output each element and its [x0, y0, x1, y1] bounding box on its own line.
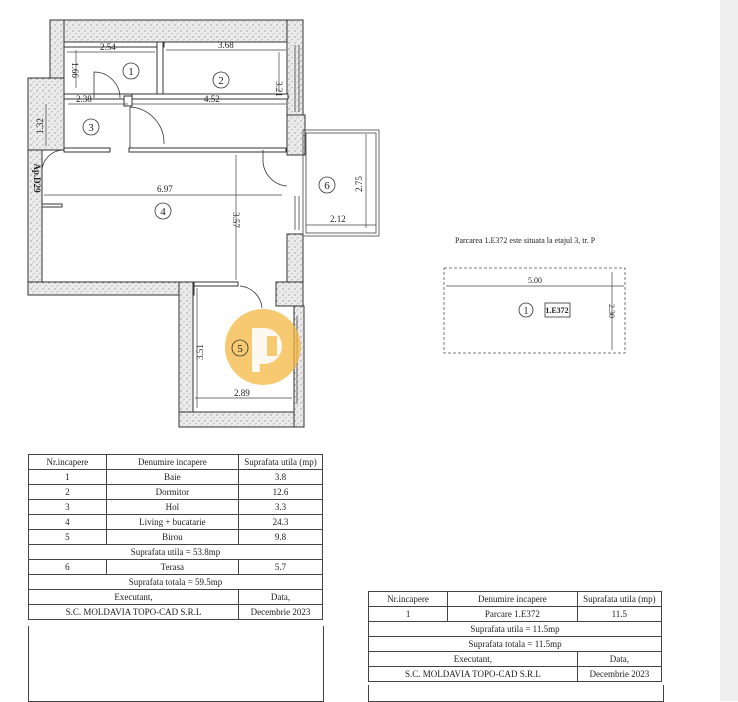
parking-caption: Parcarea 1.E372 este situata la etajul 3, tr. P — [455, 236, 596, 245]
date-label: Data, — [577, 652, 661, 667]
dim-2-38: 2.38 — [76, 94, 92, 104]
cell-area: 9.8 — [239, 530, 323, 545]
room-1-number: 1 — [128, 66, 134, 78]
cell-no: 6 — [29, 560, 107, 575]
cell-area: 11.5 — [577, 607, 661, 622]
dim-2-12: 2.12 — [330, 214, 346, 224]
room-5-number: 5 — [237, 343, 243, 355]
room-6-number: 6 — [324, 180, 330, 192]
dim-3-57: 3.57 — [231, 212, 241, 228]
dim-3-68: 3.68 — [218, 40, 234, 50]
parking-spot-number: 1 — [523, 306, 529, 317]
company-row — [369, 667, 662, 682]
cell-name: Terasa — [106, 560, 238, 575]
cell-area: 12.6 — [239, 485, 323, 500]
table-row — [29, 515, 323, 530]
table-row — [29, 470, 323, 485]
cell-name: Parcare 1.E372 — [448, 607, 578, 622]
parking-width-label: 5.00 — [528, 276, 542, 285]
parking-table — [368, 591, 662, 682]
unit-label: Ap.D29 — [32, 163, 42, 193]
header-room-name: Denumire incapere — [448, 592, 578, 607]
cell-area: 3.8 — [239, 470, 323, 485]
date-value: Decembrie 2023 — [577, 667, 661, 682]
table-row — [29, 500, 323, 515]
cell-no: 2 — [29, 485, 107, 500]
cell-name: Birou — [106, 530, 238, 545]
executant-label: Executant, — [29, 590, 239, 605]
grand-total-row — [29, 575, 323, 590]
header-room-number: Nr.incapere — [369, 592, 448, 607]
grand-total-row — [369, 637, 662, 652]
executant-row — [369, 652, 662, 667]
room-3-number: 3 — [88, 122, 94, 134]
cell-name: Baie — [106, 470, 238, 485]
page-edge-bar — [720, 0, 738, 701]
executant-row — [29, 590, 323, 605]
table-row — [29, 485, 323, 500]
header-room-number: Nr.incapere — [29, 455, 107, 470]
company-row — [29, 605, 323, 620]
company-name: S.C. MOLDAVIA TOPO-CAD S.R.L — [29, 605, 239, 620]
date-label: Data, — [239, 590, 323, 605]
cell-name: Living + bucatarie — [106, 515, 238, 530]
rooms-table — [28, 454, 323, 620]
table-row — [29, 530, 323, 545]
date-value: Decembrie 2023 — [239, 605, 323, 620]
dim-4-52: 4.52 — [204, 94, 220, 104]
dim-1-66: 1.66 — [70, 62, 80, 78]
cell-name: Hol — [106, 500, 238, 515]
useful-total-row — [369, 622, 662, 637]
parking-height-label: 2.30 — [607, 304, 616, 318]
cell-no: 1 — [369, 607, 448, 622]
parking-spot-tag: 1.E372 — [545, 306, 569, 315]
room-4-number: 4 — [160, 206, 166, 218]
header-useful-area: Suprafata utila (mp) — [577, 592, 661, 607]
table-header-row — [29, 455, 323, 470]
table-row — [369, 607, 662, 622]
company-name: S.C. MOLDAVIA TOPO-CAD S.R.L — [369, 667, 578, 682]
room-2-number: 2 — [218, 75, 224, 87]
cell-no: 1 — [29, 470, 107, 485]
dim-2-89: 2.89 — [234, 388, 250, 398]
header-room-name: Denumire incapere — [106, 455, 238, 470]
cell-name: Dormitor — [106, 485, 238, 500]
useful-total-row — [29, 545, 323, 560]
grand-total: Suprafata totala = 11.5mp — [369, 637, 662, 652]
table-row — [29, 560, 323, 575]
dim-3-51: 3.51 — [195, 344, 205, 360]
header-useful-area: Suprafata utila (mp) — [239, 455, 323, 470]
dim-2-75: 2.75 — [354, 176, 364, 192]
dim-1-32: 1.32 — [35, 118, 45, 134]
executant-label: Executant, — [369, 652, 578, 667]
grand-total: Suprafata totala = 59.5mp — [29, 575, 323, 590]
cell-no: 4 — [29, 515, 107, 530]
cell-area: 5.7 — [239, 560, 323, 575]
parking-spot-drawing — [444, 268, 625, 353]
cell-area: 3.3 — [239, 500, 323, 515]
dim-3-21: 3.21 — [274, 81, 284, 97]
rooms-table-footer-space — [28, 626, 324, 702]
dim-6-97: 6.97 — [157, 184, 173, 194]
interior-walls — [42, 42, 288, 286]
dim-2-54: 2.54 — [100, 42, 116, 52]
cell-no: 3 — [29, 500, 107, 515]
useful-total: Suprafata utila = 11.5mp — [369, 622, 662, 637]
parking-table-footer-space — [368, 685, 664, 702]
table-header-row — [369, 592, 662, 607]
useful-total: Suprafata utila = 53.8mp — [29, 545, 323, 560]
cell-area: 24.3 — [239, 515, 323, 530]
cell-no: 5 — [29, 530, 107, 545]
